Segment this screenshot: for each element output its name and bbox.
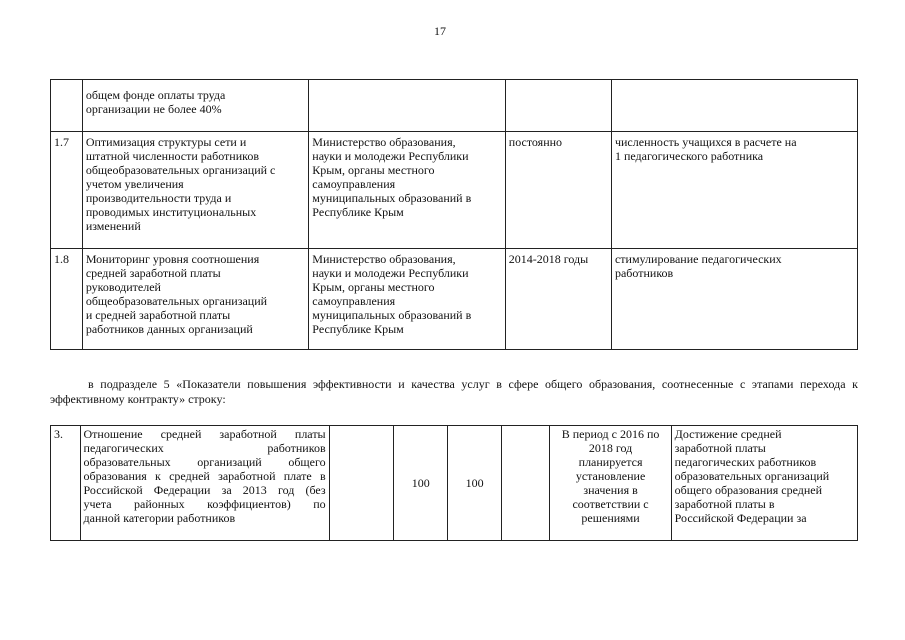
text-line: муниципальных образований в: [312, 308, 472, 322]
indicator-cell: [611, 249, 857, 350]
text-line: Крым, органы местного: [312, 163, 435, 177]
text-line: установление: [575, 469, 646, 483]
term-cell: 2014-2018 годы: [505, 249, 611, 350]
value-cell-2: 100: [448, 426, 502, 541]
text-line: учетом увеличения: [85, 177, 184, 191]
value-cell-1: 100: [394, 426, 448, 541]
text-line: общего образования средней: [674, 483, 823, 497]
text-line: учета районных коэффициентов) по: [83, 497, 326, 511]
text-line: соответствии с: [572, 497, 649, 511]
text-line: штатной численности работников: [85, 149, 260, 163]
empty-cell: [329, 426, 394, 541]
text-line: работников данных организаций: [85, 322, 253, 336]
text-line: 1 педагогического работника: [614, 149, 764, 163]
empty-cell: [502, 426, 550, 541]
text-line: и средней заработной платы: [85, 308, 231, 322]
text-line: стимулирование педагогических: [614, 252, 782, 266]
text-line: работников: [614, 266, 674, 280]
text-line: Отношение средней заработной платы: [83, 427, 326, 441]
text-line: производительности труда и: [85, 191, 232, 205]
responsible-cell: [309, 80, 505, 132]
text-line: Крым, органы местного: [312, 280, 435, 294]
text-line: численность учащихся в расчете на: [614, 135, 797, 149]
text-line: муниципальных образований в: [312, 191, 472, 205]
row-number: [51, 80, 83, 132]
page-number: 17: [434, 24, 446, 38]
text-line: Республике Крым: [312, 205, 404, 219]
responsible-cell: [309, 132, 505, 249]
indicator-cell: [611, 80, 857, 132]
text-line: изменений: [85, 219, 141, 233]
text-line: науки и молодежи Республики: [312, 149, 469, 163]
text-line: самоуправления: [312, 294, 396, 308]
text-line: общеобразовательных организаций: [85, 294, 268, 308]
text-line: проводимых институциональных: [85, 205, 257, 219]
text-line: Министерство образования,: [312, 135, 456, 149]
text-line: значения в: [583, 483, 638, 497]
activity-cell: [82, 132, 308, 249]
text-line: Российской Федерации за 2013 год (без: [83, 483, 326, 497]
text-line: руководителей: [85, 280, 161, 294]
text-line: данной категории работников: [83, 511, 236, 525]
text-line: В период с 2016 по: [561, 427, 660, 441]
activity-cell: [82, 80, 308, 132]
activities-table: [50, 79, 858, 350]
text-line: заработной платы в: [674, 497, 775, 511]
text-line: Российской Федерации за: [674, 511, 807, 525]
text-line: 2018 год: [588, 441, 633, 455]
text-line: самоуправления: [312, 177, 396, 191]
text-line: планируется: [578, 455, 643, 469]
text-line: Министерство образования,: [312, 252, 456, 266]
subsection-paragraph: в подразделе 5 «Показатели повышения эффективности и качества услуг в сфере общего образования, соотнесенные с этапами перехода к эффективному контракту» строку:: [50, 377, 858, 406]
text-line: Мониторинг уровня соотношения: [85, 252, 260, 266]
text-line: Оптимизация структуры сети и: [85, 135, 247, 149]
row-number: 3.: [51, 426, 81, 541]
table-row: [51, 80, 858, 132]
period-cell: [550, 426, 671, 541]
text-line: средней заработной платы: [85, 266, 221, 280]
indicator-description: [80, 426, 329, 541]
row-number: 1.7: [51, 132, 83, 249]
indicators-table: [50, 425, 858, 541]
goal-cell: [671, 426, 857, 541]
text-line: педагогических работников: [83, 441, 326, 455]
text-line: Республике Крым: [312, 322, 404, 336]
text-line: педагогических работников: [674, 455, 817, 469]
indicator-cell: [611, 132, 857, 249]
table-row: [51, 132, 858, 249]
text-line: образовательных организаций общего: [83, 455, 326, 469]
term-cell: [505, 80, 611, 132]
table-row: [51, 249, 858, 350]
text-line: образования к средней заработной плате в: [83, 469, 326, 483]
text-line: образовательных организаций: [674, 469, 830, 483]
table-row: [51, 426, 858, 541]
row-number: 1.8: [51, 249, 83, 350]
text-line: организации не более 40%: [85, 102, 222, 116]
term-cell: постоянно: [505, 132, 611, 249]
activity-cell: [82, 249, 308, 350]
responsible-cell: [309, 249, 505, 350]
text-line: общеобразовательных организаций с: [85, 163, 276, 177]
text-line: заработной платы: [674, 441, 766, 455]
text-line: науки и молодежи Республики: [312, 266, 469, 280]
text-line: общем фонде оплаты труда: [85, 88, 226, 102]
text-line: Достижение средней: [674, 427, 782, 441]
text-line: решениями: [581, 511, 640, 525]
